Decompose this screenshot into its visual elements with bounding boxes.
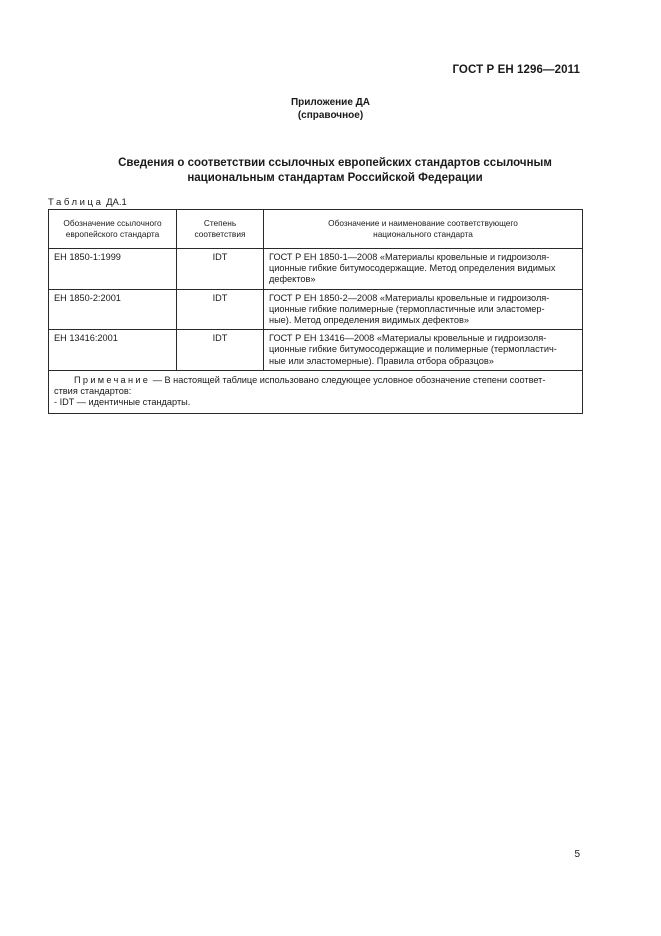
national-standard-cell: ГОСТ Р ЕН 13416—2008 «Материалы кровельные и гидроизоля- ционные гибкие битумосодержащие и полимерные (термопластич- ные или эластомерные). Правила отбора образцов» <box>264 330 583 371</box>
correspondence-table <box>48 209 583 414</box>
table-row <box>49 289 583 330</box>
degree-cell: IDT <box>177 330 264 371</box>
section-heading-line-2: национальным стандартам Российской Федерации <box>187 171 483 184</box>
note-label: Примечание <box>74 374 151 385</box>
header-degree: Степень соответствия <box>177 210 264 249</box>
table-caption-label: Таблица <box>48 197 104 208</box>
note-text: — В настоящей таблице использовано следующее условное обозначение степени соответ- <box>150 374 546 385</box>
appendix-header <box>0 97 661 122</box>
page-number: 5 <box>574 849 580 860</box>
degree-cell: IDT <box>177 249 264 290</box>
table-caption-number: ДА.1 <box>106 197 127 208</box>
document-code: ГОСТ Р ЕН 1296—2011 <box>452 64 580 76</box>
european-standard-cell: ЕН 13416:2001 <box>49 330 177 371</box>
section-heading-line-1: Сведения о соответствии ссылочных европейских стандартов ссылочным <box>118 157 552 169</box>
table-caption <box>48 197 127 208</box>
note-line-1 <box>54 375 577 386</box>
table-row <box>49 249 583 290</box>
european-standard-cell: ЕН 1850-2:2001 <box>49 289 177 330</box>
table-note-row <box>49 370 583 414</box>
national-standard-cell: ГОСТ Р ЕН 1850-2—2008 «Материалы кровельные и гидроизоля- ционные гибкие полимерные (термопластичные или эластомер- ные). Метод определения видимых дефектов» <box>264 289 583 330</box>
degree-cell: IDT <box>177 289 264 330</box>
header-national-standard: Обозначение и наименование соответствующего национального стандарта <box>264 210 583 249</box>
european-standard-cell: ЕН 1850-1:1999 <box>49 249 177 290</box>
table-header-row <box>49 210 583 249</box>
note-line-2: ствия стандартов: <box>54 386 132 397</box>
note-line-3: - IDT — идентичные стандарты. <box>54 397 191 408</box>
section-heading <box>90 156 580 185</box>
appendix-title: Приложение ДА <box>290 97 371 108</box>
header-european-standard: Обозначение ссылочного европейского стандарта <box>49 210 177 249</box>
table-row <box>49 330 583 371</box>
table-note <box>49 370 583 414</box>
appendix-subtitle: (справочное) <box>297 109 364 121</box>
national-standard-cell: ГОСТ Р ЕН 1850-1—2008 «Материалы кровельные и гидроизоля- ционные гибкие битумосодержащие. Метод определения видимых дефектов» <box>264 249 583 290</box>
